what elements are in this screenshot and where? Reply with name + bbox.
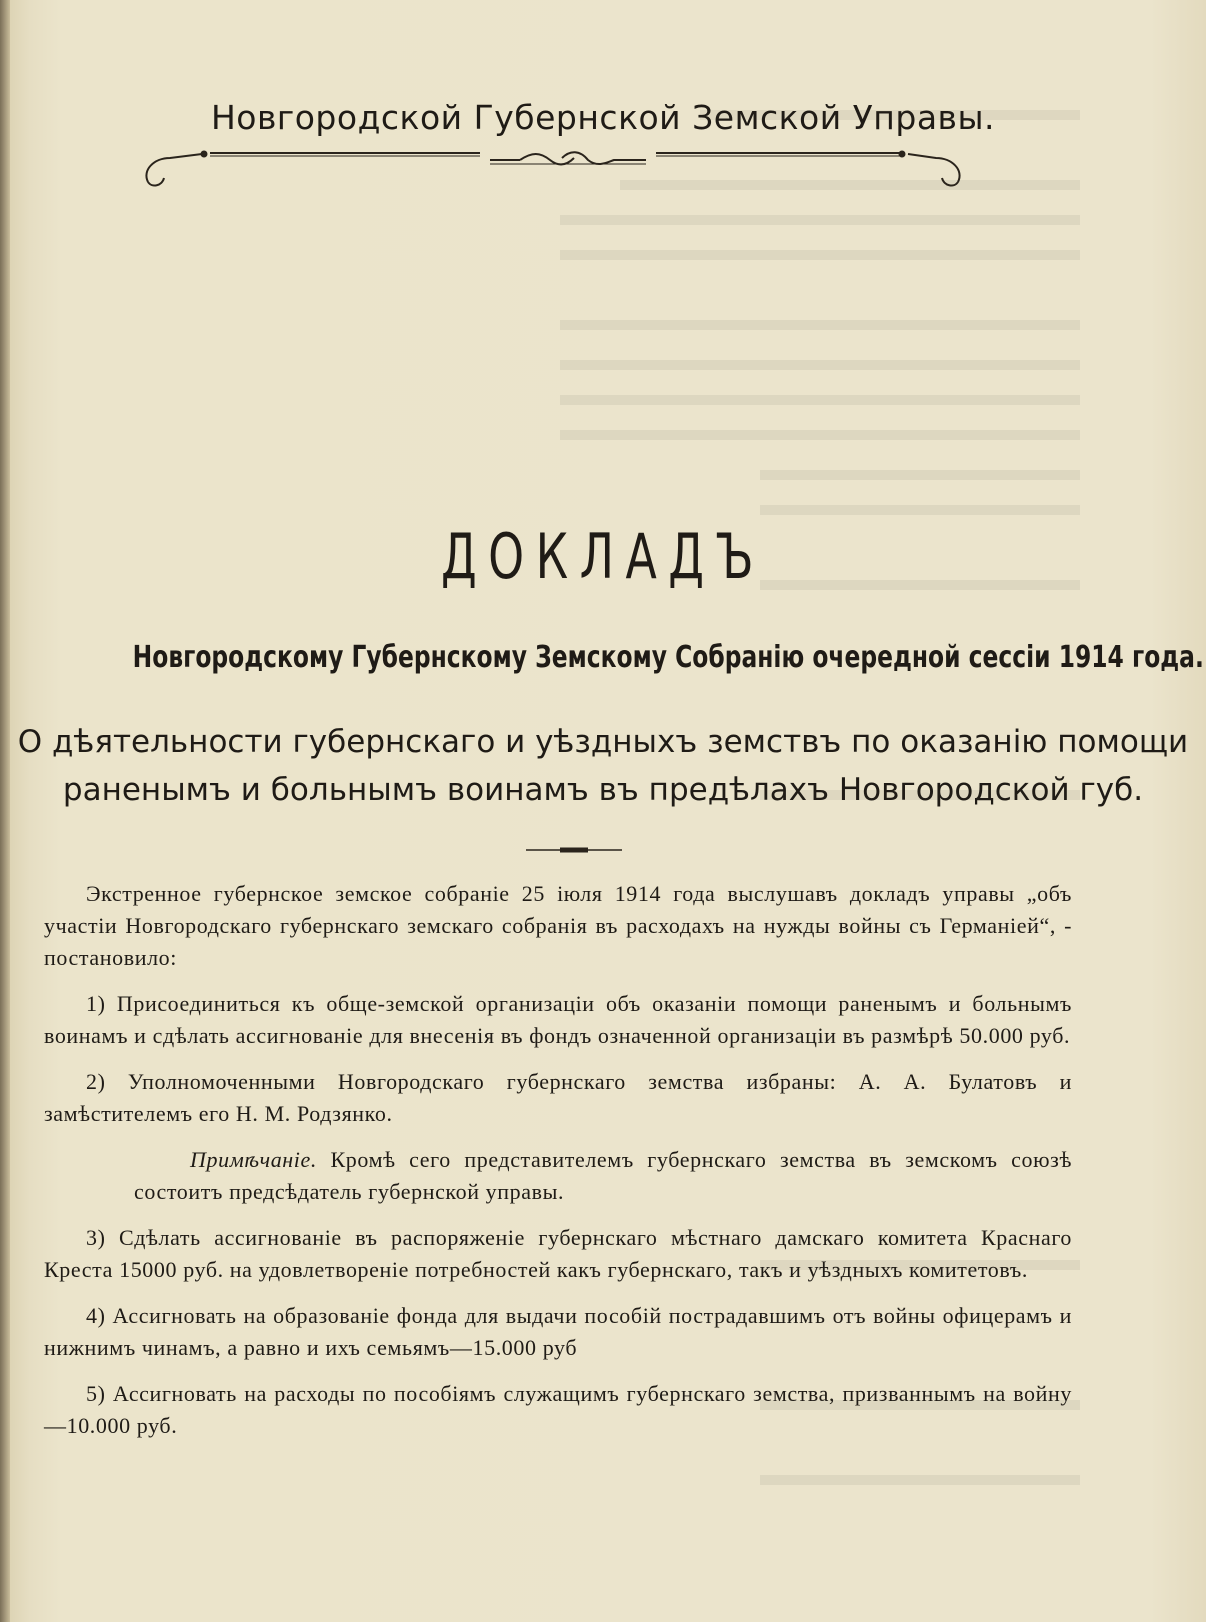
issuer-heading: Новгородской Губернской Земской Управы. (210, 98, 996, 137)
document-subtitle: Новгородскому Губернскому Земскому Собранію очередной сессіи 1914 года. (132, 640, 1204, 675)
document-body (44, 878, 1072, 1456)
intro-paragraph: Экстренное губернское земское собраніе 25 іюля 1914 года выслушавъ докладъ управы „объ участіи Новгородскаго губернскаго земскаго собранія въ расходахъ на нужды войны съ Германіей“, - постановило: (44, 881, 1072, 970)
topic-line-2: раненымъ и больнымъ воинамъ въ предѣлахъ Новгородской губ. (62, 772, 1144, 808)
document-topic (0, 718, 1206, 814)
resolution-item-4: 4) Ассигновать на образованіе фонда для выдачи пособій пострадавшимъ отъ войны офицерамъ и нижнимъ чинамъ, а равно и ихъ семьямъ—15.000 руб (44, 1303, 1072, 1360)
note-paragraph (134, 1144, 1072, 1208)
note-text: Кромѣ сего представителемъ губернскаго земства въ земскомъ союзѣ состоитъ предсѣдатель губернской управы. (134, 1147, 1072, 1204)
section-divider (526, 846, 622, 854)
topic-line-1: О дѣятельности губернскаго и уѣздныхъ земствъ по оказанію помощи (17, 724, 1189, 760)
resolution-item-5: 5) Ассигновать на расходы по пособіямъ служащимъ губернскаго земства, призваннымъ на войну—10.000 руб. (44, 1381, 1072, 1438)
note-label: Примѣчаніе. (190, 1147, 317, 1172)
resolution-item-2: 2) Уполномоченными Новгородскаго губернскаго земства избраны: А. А. Булатовъ и замѣстителемъ его Н. М. Родзянко. (44, 1069, 1072, 1126)
decorative-ornament-rule (140, 148, 996, 194)
resolution-item-1: 1) Присоединиться къ обще-земской организаціи объ оказаніи помощи раненымъ и больнымъ воинамъ и сдѣлать ассигнованіе для внесенія въ фондъ означенной организаціи въ размѣрѣ 50.000 руб. (44, 991, 1072, 1048)
document-title: ДОКЛАДЪ (440, 520, 766, 593)
resolution-item-3: 3) Сдѣлать ассигнованіе въ распоряженіе губернскаго мѣстнаго дамскаго комитета Краснаго Креста 15000 руб. на удовлетвореніе потребностей какъ губернскаго, такъ и уѣздныхъ комитетовъ. (44, 1225, 1072, 1282)
